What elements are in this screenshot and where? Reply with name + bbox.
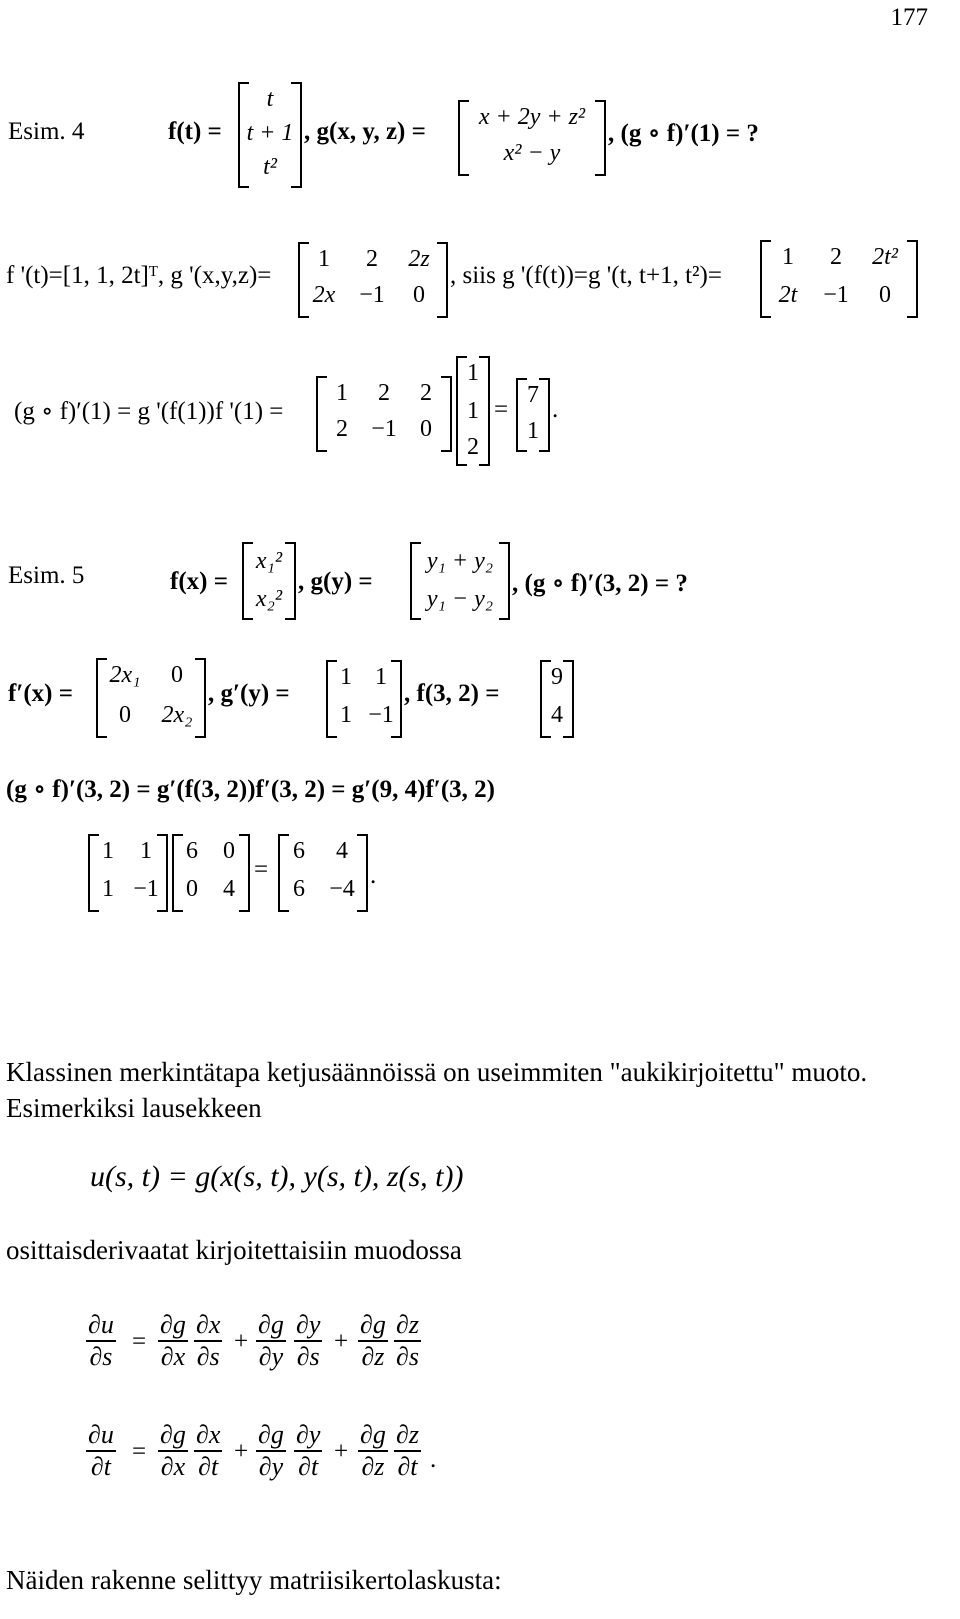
ex4-question: , (g ∘ f)′(1) = ?: [608, 120, 759, 147]
ex4-chain-matrix: [316, 376, 452, 452]
paragraph-matrix-structure: Näiden rakenne selittyy matriisikertolaskusta:: [6, 1565, 502, 1595]
ex4-chain-result: [516, 378, 550, 452]
composite-formula: u(s, t) = g(x(s, t), y(s, t), z(s, t)): [90, 1160, 464, 1193]
matrix-cell: −4: [329, 876, 355, 902]
matrix-cell: 2x₂: [161, 702, 193, 728]
matrix-cell: −1: [359, 282, 385, 308]
page-number: 177: [890, 4, 928, 31]
fraction: $\frac{\partial g}{\partial z}$: [360, 1420, 386, 1481]
matrix-cell: 1: [375, 664, 387, 690]
matrix-cell: 4: [223, 876, 235, 902]
ex4-jacobian-g: [298, 242, 448, 318]
fraction: $\frac{\partial y}{\partial t}$: [296, 1420, 321, 1481]
matrix-cell: t: [266, 86, 274, 112]
fraction: $\frac{\partial y}{\partial s}$: [296, 1310, 321, 1371]
matrix-cell: −1: [371, 416, 397, 442]
matrix-cell: 2t²: [872, 244, 898, 270]
ex5-product-matrix-b: [172, 834, 250, 912]
matrix-cell: 2: [336, 416, 348, 442]
equals-sign: =: [254, 856, 269, 883]
matrix-cell: 0: [413, 282, 425, 308]
fraction: $\frac{\partial g}{\partial x}$: [160, 1420, 186, 1481]
ex4-f-definition: f(t) =: [168, 118, 222, 145]
matrix-cell: −1: [823, 282, 849, 308]
ex5-product-matrix-a: [88, 834, 168, 912]
ex5-gprime-matrix: [326, 660, 402, 738]
ex4-g-vector: [458, 100, 606, 176]
matrix-cell: 4: [336, 838, 348, 864]
ex4-g-definition: , g(x, y, z) =: [304, 118, 426, 145]
fraction: $\frac{\partial g}{\partial z}$: [360, 1310, 386, 1371]
matrix-cell: 1: [467, 360, 479, 386]
matrix-cell: 6: [293, 876, 305, 902]
ex4-chain-vector: [456, 356, 490, 466]
ex4-siis-text: , siis g '(f(t))=g '(t, t+1, t²)=: [450, 262, 722, 289]
ex4-chain-lhs: (g ∘ f)′(1) = g '(f(1))f '(1) =: [14, 398, 284, 425]
matrix-cell: 6: [186, 838, 198, 864]
matrix-cell: 1: [340, 664, 352, 690]
matrix-cell: 2z: [408, 246, 430, 272]
example-4-label: Esim. 4: [8, 118, 85, 145]
paragraph-partial-derivatives: osittaisderivaatat kirjoitettaisiin muodossa: [6, 1235, 462, 1265]
matrix-cell: 1: [102, 876, 114, 902]
ex5-product-result: [278, 834, 368, 912]
ex4-f-vector: [238, 82, 302, 188]
matrix-cell: 2x₁: [109, 662, 141, 688]
matrix-cell: x + 2y + z²: [478, 104, 586, 130]
matrix-cell: t²: [263, 154, 277, 180]
matrix-cell: 2: [366, 246, 378, 272]
matrix-cell: 1: [340, 702, 352, 728]
equals-sign: =: [132, 1328, 147, 1355]
matrix-cell: 0: [171, 662, 183, 688]
matrix-cell: 1: [102, 838, 114, 864]
matrix-cell: x₂²: [255, 586, 283, 612]
matrix-cell: 2: [420, 380, 432, 406]
matrix-cell: −1: [133, 876, 159, 902]
ex5-f-vector: [242, 542, 296, 620]
ex5-f32-lhs: , f(3, 2) =: [404, 680, 500, 707]
matrix-cell: 1: [527, 418, 539, 444]
matrix-cell: 0: [119, 702, 131, 728]
matrix-cell: x² − y: [503, 140, 561, 166]
period: .: [430, 1446, 437, 1473]
fraction: $\frac{\partial g}{\partial x}$: [160, 1310, 186, 1371]
plus-sign: +: [234, 1438, 249, 1465]
matrix-cell: y₁ + y₂: [426, 548, 494, 574]
equals-sign: =: [132, 1438, 147, 1465]
matrix-cell: −1: [368, 702, 394, 728]
matrix-cell: y₁ − y₂: [426, 586, 494, 612]
period: .: [370, 862, 377, 889]
ex5-fprime-lhs: f′(x) =: [8, 680, 74, 707]
matrix-cell: x₁²: [255, 548, 283, 574]
matrix-cell: 1: [336, 380, 348, 406]
matrix-cell: t + 1: [246, 120, 294, 146]
matrix-cell: 0: [879, 282, 891, 308]
ex4-derivatives: f '(t)=[1, 1, 2t]ᵀ, g '(x,y,z)=: [6, 262, 272, 289]
matrix-cell: 0: [186, 876, 198, 902]
equals-sign: =: [494, 396, 509, 423]
matrix-cell: 2: [830, 244, 842, 270]
ex5-f-definition: f(x) =: [170, 568, 228, 595]
ex5-g-vector: [410, 542, 510, 620]
fraction: $\frac{\partial z}{\partial t}$: [396, 1420, 419, 1481]
matrix-cell: 2: [378, 380, 390, 406]
matrix-cell: 2t: [778, 282, 798, 308]
ex5-fprime-matrix: [96, 658, 206, 738]
plus-sign: +: [334, 1328, 349, 1355]
matrix-cell: 9: [551, 664, 563, 690]
matrix-cell: 2x: [312, 282, 336, 308]
matrix-cell: 1: [782, 244, 794, 270]
matrix-cell: 0: [420, 416, 432, 442]
matrix-cell: 1: [467, 398, 479, 424]
ex5-f32-vector: [540, 660, 574, 738]
ex5-question: , (g ∘ f)′(3, 2) = ?: [512, 570, 688, 597]
paragraph-notation: Klassinen merkintätapa ketjusäännöissä on useimmiten "aukikirjoitettu" muoto. Esimerkiksi lausekkeen: [6, 1057, 868, 1123]
plus-sign: +: [334, 1438, 349, 1465]
plus-sign: +: [234, 1328, 249, 1355]
matrix-cell: 6: [293, 838, 305, 864]
period: .: [552, 396, 559, 423]
fraction: $\frac{\partial g}{\partial y}$: [258, 1310, 284, 1371]
fraction: $\frac{\partial u}{\partial t}$: [88, 1420, 114, 1481]
fraction: $\frac{\partial x}{\partial t}$: [196, 1420, 221, 1481]
matrix-cell: 7: [527, 382, 539, 408]
ex5-g-definition: , g(y) =: [298, 568, 373, 595]
matrix-cell: 0: [223, 838, 235, 864]
matrix-cell: 2: [467, 434, 479, 460]
matrix-cell: 1: [318, 246, 330, 272]
fraction: $\frac{\partial z}{\partial s}$: [396, 1310, 419, 1371]
ex5-gprime-lhs: , g′(y) =: [208, 680, 290, 707]
fraction: $\frac{\partial x}{\partial s}$: [196, 1310, 221, 1371]
example-5-label: Esim. 5: [8, 562, 85, 589]
fraction: $\frac{\partial u}{\partial s}$: [88, 1310, 114, 1371]
fraction: $\frac{\partial g}{\partial y}$: [258, 1420, 284, 1481]
matrix-cell: 1: [140, 838, 152, 864]
ex4-jacobian-g-at-f: [760, 240, 918, 318]
matrix-cell: 4: [551, 702, 563, 728]
ex5-chain-line: (g ∘ f)′(3, 2) = g′(f(3, 2))f′(3, 2) = g′(9, 4)f′(3, 2): [6, 776, 495, 803]
